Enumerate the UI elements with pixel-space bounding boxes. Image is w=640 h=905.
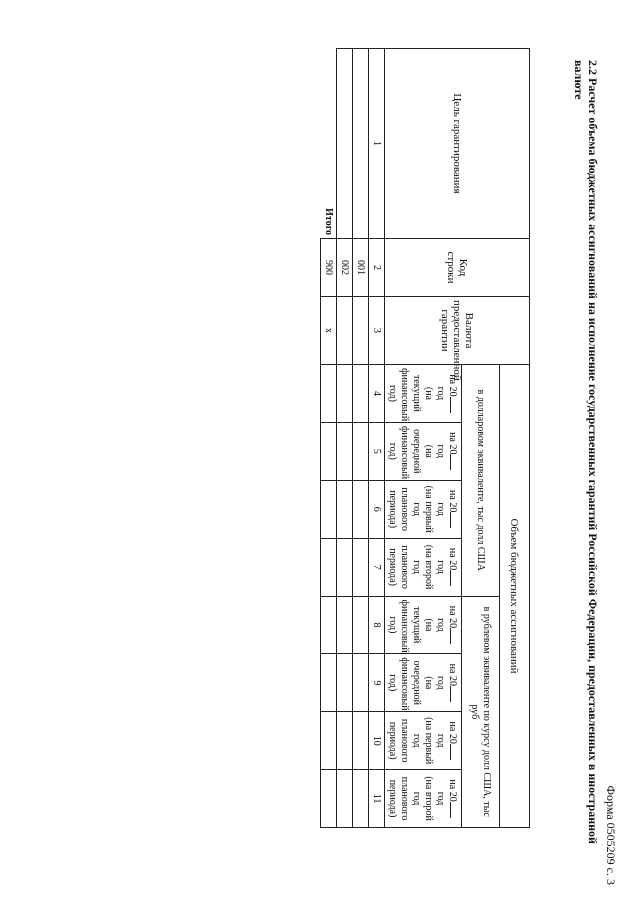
row-purpose [353,49,369,239]
period-suffix: год [435,733,446,748]
column-number: 7 [369,538,385,596]
value-cell [337,654,353,712]
value-cell [353,596,369,654]
period-description: (на текущий финансовый год) [387,368,434,422]
year-blank [450,686,460,702]
value-cell [337,422,353,480]
value-cell [321,480,337,538]
value-cell [353,422,369,480]
column-number: 9 [369,654,385,712]
header-currency: Валюта предоставленной гарантии [385,297,530,365]
header-code: Код строки [385,239,530,297]
value-cell [321,365,337,423]
row-currency [337,297,353,365]
period-suffix: год [435,386,446,401]
total-label: Итого [323,208,335,235]
year-blank [450,628,460,644]
header-rub-group: в рублевом эквиваленте по курсу долл США, тыс руб [462,596,500,828]
row-code: 001 [353,239,369,297]
period-description: (на второй год планового периода) [387,776,434,821]
value-cell [337,365,353,423]
value-cell [337,480,353,538]
column-number: 3 [369,297,385,365]
budget-table [320,48,530,828]
column-number: 11 [369,770,385,828]
period-suffix: год [435,791,446,806]
value-cell [337,770,353,828]
header-usd-group: в долларовом эквиваленте, тыс долл США [462,365,500,597]
value-cell [321,596,337,654]
header-period [385,654,462,712]
period-suffix: год [435,675,446,690]
header-purpose: Цель гарантирования [385,49,530,239]
period-prefix: на 20 [447,663,458,686]
header-period [385,712,462,770]
column-number: 2 [369,239,385,297]
year-blank [450,397,460,413]
total-code: 900 [321,239,337,297]
column-number: 4 [369,365,385,423]
period-prefix: на 20 [447,432,458,455]
header-period [385,365,462,423]
year-blank [450,802,460,818]
period-prefix: на 20 [447,547,458,571]
value-cell [353,480,369,538]
column-number: 8 [369,596,385,654]
value-cell [337,596,353,654]
value-cell [321,538,337,596]
value-cell [353,538,369,596]
period-description: (на второй год планового периода) [387,544,434,590]
row-purpose [337,49,353,239]
section-title: 2.2 Расчет объема бюджетных ассигнований на исполнение государственных гарантий Российской Федерации, предоставленных в иностранной валюте [572,60,600,844]
year-blank [450,570,460,586]
value-cell [353,770,369,828]
period-description: (на очередной финансовый год) [387,425,434,480]
header-period [385,770,462,828]
column-number: 6 [369,480,385,538]
period-prefix: на 20 [447,779,458,802]
value-cell [337,712,353,770]
value-cell [321,422,337,480]
value-cell [321,712,337,770]
period-prefix: на 20 [447,605,458,629]
period-prefix: на 20 [447,374,458,397]
period-prefix: на 20 [447,490,458,513]
header-period [385,422,462,480]
column-number: 5 [369,422,385,480]
header-period [385,480,462,538]
value-cell [321,770,337,828]
year-blank [450,744,460,760]
period-description: (на первый год планового периода) [387,717,434,765]
period-suffix: год [435,618,446,632]
row-currency [353,297,369,365]
period-suffix: год [435,444,446,459]
header-period [385,538,462,596]
value-cell [337,538,353,596]
value-cell [321,654,337,712]
row-code: 002 [337,239,353,297]
value-cell [353,712,369,770]
column-number: 10 [369,712,385,770]
period-description: (на первый год планового периода) [387,485,434,533]
year-blank [450,454,460,470]
total-currency: x [321,297,337,365]
period-suffix: год [435,502,446,517]
form-code: Форма 0505209 с. 3 [604,785,618,885]
year-blank [450,512,460,528]
period-description: (на текущий финансовый год) [387,599,434,653]
header-period [385,596,462,654]
period-description: (на очередной финансовый год) [387,657,434,711]
header-volume: Объем бюджетных ассигнований [500,365,530,828]
period-prefix: на 20 [447,721,458,744]
value-cell [353,365,369,423]
column-number: 1 [369,49,385,239]
value-cell [353,654,369,712]
period-suffix: год [435,560,446,574]
